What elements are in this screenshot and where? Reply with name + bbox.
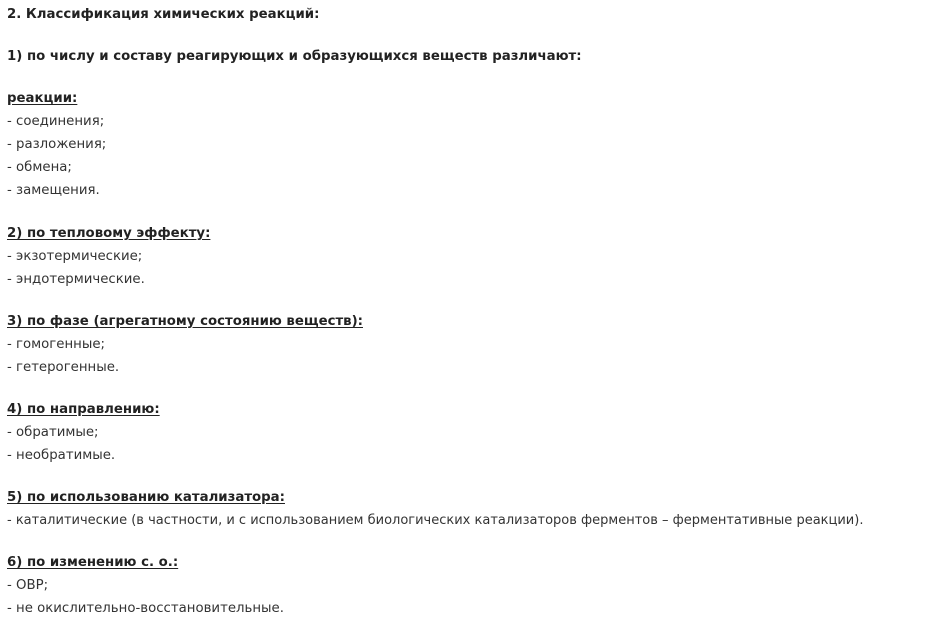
list-item: - эндотермические. xyxy=(7,272,145,287)
list-item: - гетерогенные. xyxy=(7,360,120,375)
section-1-title: реакции: xyxy=(7,91,78,106)
section-4-title: 4) по направлению: xyxy=(7,402,160,417)
list-item: - обратимые; xyxy=(7,425,99,440)
list-item: - каталитические (в частности, и с использованием биологических катализаторов ферментов – ферментативные реакции). xyxy=(7,513,864,528)
page-heading: 2. Классификация химических реакций: xyxy=(7,7,320,22)
list-item: - соединения; xyxy=(7,114,105,129)
list-item: - экзотермические; xyxy=(7,249,143,264)
list-item: - обмена; xyxy=(7,160,72,175)
list-item: - ОВР; xyxy=(7,578,49,593)
section-3-title: 3) по фазе (агрегатному состоянию веществ): xyxy=(7,314,363,329)
list-item: - не окислительно-восстановительные. xyxy=(7,601,284,616)
section-5-title: 5) по использованию катализатора: xyxy=(7,490,285,505)
list-item: - замещения. xyxy=(7,183,100,198)
list-item: - необратимые. xyxy=(7,448,116,463)
section-1-intro: 1) по числу и составу реагирующих и образующихся веществ различают: xyxy=(7,49,582,64)
list-item: - гомогенные; xyxy=(7,337,106,352)
list-item: - разложения; xyxy=(7,137,107,152)
section-6-title: 6) по изменению с. о.: xyxy=(7,555,179,570)
section-2-title: 2) по тепловому эффекту: xyxy=(7,226,211,241)
